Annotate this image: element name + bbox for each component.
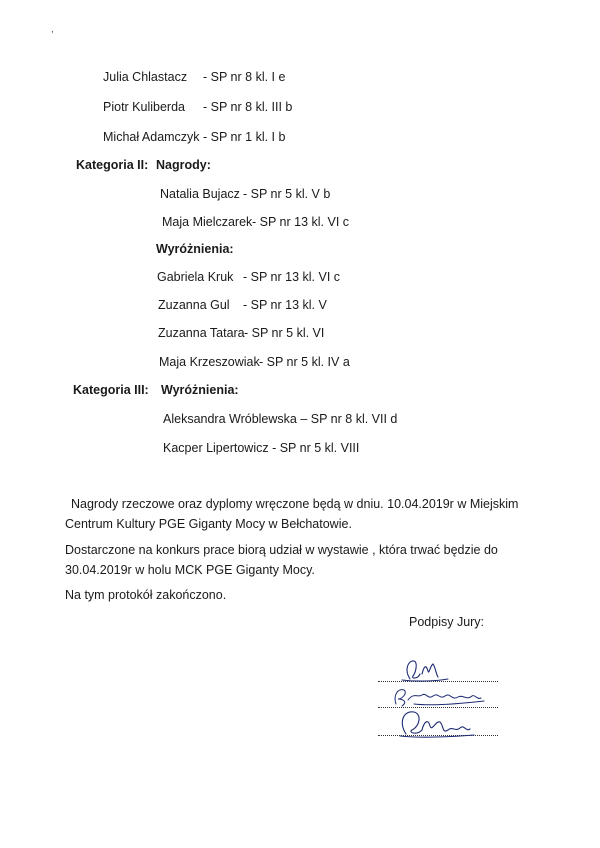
closing-paragraph: Na tym protokół zakończono. (65, 588, 227, 602)
honor-entry: Aleksandra Wróblewska – SP nr 8 kl. VII d (163, 412, 398, 426)
signature-block (378, 652, 498, 742)
honor-name: Zuzanna Gul (158, 298, 230, 312)
signatures-label: Podpisy Jury: (409, 615, 485, 629)
honor-school: - SP nr 5 kl. VI (244, 326, 325, 340)
winner-name: Piotr Kuliberda (103, 100, 185, 114)
winner-school: - SP nr 1 kl. I b (203, 130, 286, 144)
signature-3 (400, 712, 474, 737)
winner-school: - SP nr 8 kl. III b (203, 100, 293, 114)
signature-2 (395, 690, 484, 706)
awards-paragraph: Nagrody rzeczowe oraz dyplomy wręczone będą w dniu. 10.04.2019r w Miejskim Centrum Kultury PGE Giganty Mocy w Bełchatowie. (65, 497, 519, 531)
scan-mark: , (51, 24, 54, 35)
category-label: Kategoria III: (73, 383, 149, 397)
prizes-heading: Nagrody: (156, 158, 211, 172)
honor-entry: Kacper Lipertowicz - SP nr 5 kl. VIII (163, 441, 360, 455)
winner-name: Michał Adamczyk (103, 130, 200, 144)
honor-name: Gabriela Kruk (157, 270, 234, 284)
prize-school: - SP nr 13 kl. VI c (252, 215, 350, 229)
honors-heading: Wyróżnienia: (161, 383, 239, 397)
winner-school: - SP nr 8 kl. I e (203, 70, 286, 84)
prize-name: Maja Mielczarek (162, 215, 253, 229)
honor-school: - SP nr 13 kl. VI c (243, 270, 341, 284)
signature-1 (402, 661, 448, 681)
category-label: Kategoria II: (76, 158, 149, 172)
prize-name: Natalia Bujacz (160, 187, 240, 201)
prize-school: - SP nr 5 kl. V b (243, 187, 331, 201)
honor-school: - SP nr 5 kl. IV a (259, 355, 350, 369)
winner-name: Julia Chlastacz (103, 70, 188, 84)
honor-name: Zuzanna Tatara (158, 326, 245, 340)
honors-heading: Wyróżnienia: (156, 242, 234, 256)
honor-school: - SP nr 13 kl. V (243, 298, 327, 312)
honor-name: Maja Krzeszowiak (159, 355, 260, 369)
handwritten-signatures (378, 652, 498, 744)
exhibition-paragraph: Dostarczone na konkurs prace biorą udział w wystawie , która trwać będzie do 30.04.2019r w holu MCK PGE Giganty Mocy. (65, 543, 498, 577)
